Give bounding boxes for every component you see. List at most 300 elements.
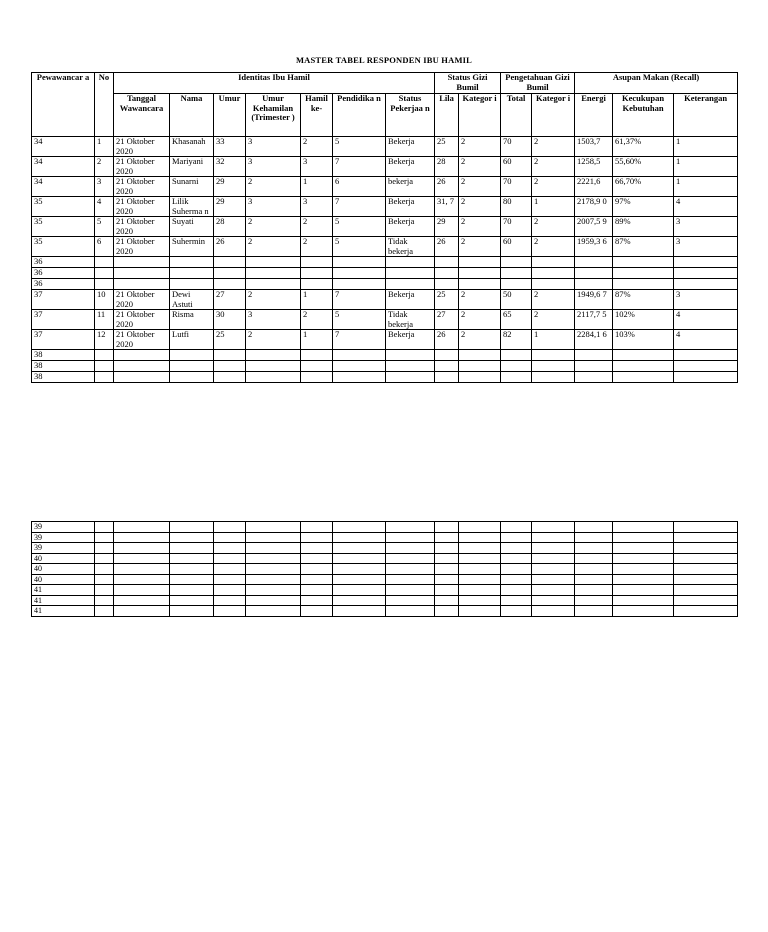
table-cell: 5 bbox=[333, 137, 386, 157]
table-cell: Bekerja bbox=[386, 137, 435, 157]
table-cell bbox=[613, 268, 674, 279]
table-cell: Suyati bbox=[170, 217, 214, 237]
table-cell bbox=[301, 268, 333, 279]
table-cell bbox=[532, 532, 575, 543]
header-status-gizi: Status Gizi Bumil bbox=[435, 73, 501, 94]
table-cell bbox=[301, 543, 333, 554]
table-cell bbox=[114, 532, 170, 543]
table-cell bbox=[170, 595, 214, 606]
table-cell bbox=[459, 532, 501, 543]
table-cell: 26 bbox=[435, 330, 459, 350]
table-cell: Risma bbox=[170, 310, 214, 330]
table-cell bbox=[301, 553, 333, 564]
table-cell bbox=[114, 372, 170, 383]
table-cell bbox=[333, 350, 386, 361]
table-cell bbox=[532, 543, 575, 554]
table-cell: 2 bbox=[459, 137, 501, 157]
table-row bbox=[32, 543, 738, 554]
table-cell bbox=[214, 279, 246, 290]
table-cell bbox=[613, 372, 674, 383]
table-row bbox=[32, 564, 738, 575]
table-cell bbox=[246, 553, 301, 564]
table-cell: 25 bbox=[435, 137, 459, 157]
table-row bbox=[32, 257, 738, 268]
sub-header-cell: Kategor i bbox=[532, 94, 575, 137]
table-cell bbox=[435, 361, 459, 372]
table-cell: 1 bbox=[674, 177, 738, 197]
table-cell bbox=[114, 585, 170, 596]
table-cell bbox=[301, 585, 333, 596]
table-cell: 38 bbox=[32, 361, 95, 372]
table-cell bbox=[459, 543, 501, 554]
table-cell: 2178,9 0 bbox=[575, 197, 613, 217]
table-cell: 87% bbox=[613, 290, 674, 310]
table-cell bbox=[333, 372, 386, 383]
table-cell bbox=[95, 361, 114, 372]
table-cell bbox=[435, 532, 459, 543]
table-cell: 60 bbox=[501, 237, 532, 257]
table-cell bbox=[532, 279, 575, 290]
table-cell: 2 bbox=[246, 290, 301, 310]
table-cell bbox=[575, 350, 613, 361]
table-cell: 7 bbox=[333, 330, 386, 350]
table-cell bbox=[435, 372, 459, 383]
table-cell bbox=[333, 574, 386, 585]
table-cell: 21 Oktober 2020 bbox=[114, 177, 170, 197]
table-cell bbox=[95, 279, 114, 290]
table-row bbox=[32, 532, 738, 543]
sub-header-cell: Nama bbox=[170, 94, 214, 137]
table-cell: 2 bbox=[532, 290, 575, 310]
table-cell bbox=[613, 543, 674, 554]
table-cell: 2 bbox=[459, 290, 501, 310]
table-cell: 103% bbox=[613, 330, 674, 350]
table-cell: 2221,6 bbox=[575, 177, 613, 197]
table-cell bbox=[95, 372, 114, 383]
table-cell: 2284,1 6 bbox=[575, 330, 613, 350]
table-row bbox=[32, 522, 738, 533]
table-cell bbox=[674, 522, 738, 533]
table-cell: Dewi Astuti bbox=[170, 290, 214, 310]
table-cell bbox=[386, 574, 435, 585]
table-cell: 26 bbox=[435, 237, 459, 257]
table-cell bbox=[386, 268, 435, 279]
table-cell: 5 bbox=[95, 217, 114, 237]
continuation-body bbox=[32, 522, 738, 617]
table-cell: 6 bbox=[333, 177, 386, 197]
table-cell: 38 bbox=[32, 350, 95, 361]
table-cell: 3 bbox=[246, 157, 301, 177]
sub-header-cell: Keterangan bbox=[674, 94, 738, 137]
table-cell bbox=[214, 574, 246, 585]
table-cell: 7 bbox=[333, 197, 386, 217]
table-cell bbox=[95, 257, 114, 268]
table-cell bbox=[333, 279, 386, 290]
table-cell: 21 Oktober 2020 bbox=[114, 217, 170, 237]
table-cell bbox=[301, 564, 333, 575]
table-cell bbox=[575, 361, 613, 372]
table-cell: 21 Oktober 2020 bbox=[114, 137, 170, 157]
table-cell bbox=[613, 361, 674, 372]
table-cell bbox=[613, 606, 674, 617]
table-cell bbox=[301, 257, 333, 268]
table-cell: 38 bbox=[32, 372, 95, 383]
table-cell bbox=[386, 522, 435, 533]
table-cell: 31, 7 bbox=[435, 197, 459, 217]
table-cell bbox=[613, 595, 674, 606]
table-cell bbox=[501, 522, 532, 533]
table-cell bbox=[435, 522, 459, 533]
table-cell bbox=[532, 257, 575, 268]
table-cell bbox=[674, 574, 738, 585]
table-cell: 28 bbox=[435, 157, 459, 177]
table-cell: 2 bbox=[459, 330, 501, 350]
table-row bbox=[32, 217, 738, 237]
table-cell: 2 bbox=[246, 237, 301, 257]
table-cell: 2 bbox=[532, 177, 575, 197]
table-cell bbox=[532, 564, 575, 575]
table-row bbox=[32, 137, 738, 157]
continuation-table bbox=[31, 521, 738, 617]
table-cell bbox=[575, 606, 613, 617]
table-cell: 97% bbox=[613, 197, 674, 217]
table-cell bbox=[501, 595, 532, 606]
table-cell bbox=[114, 553, 170, 564]
table-cell bbox=[532, 350, 575, 361]
table-row bbox=[32, 585, 738, 596]
table-cell: 35 bbox=[32, 197, 95, 217]
table-cell bbox=[435, 350, 459, 361]
table-cell: 2 bbox=[246, 217, 301, 237]
table-cell bbox=[575, 564, 613, 575]
header-no: No bbox=[95, 73, 114, 137]
sub-header-cell: Umur bbox=[214, 94, 246, 137]
table-cell: 29 bbox=[214, 177, 246, 197]
table-cell: 65 bbox=[501, 310, 532, 330]
table-cell bbox=[95, 595, 114, 606]
table-cell: Tidak bekerja bbox=[386, 310, 435, 330]
table-title: MASTER TABEL RESPONDEN IBU HAMIL bbox=[295, 55, 473, 65]
table-cell bbox=[674, 585, 738, 596]
table-cell bbox=[214, 361, 246, 372]
table-cell: 41 bbox=[32, 595, 95, 606]
table-cell bbox=[575, 279, 613, 290]
table-cell: Mariyani bbox=[170, 157, 214, 177]
table-cell bbox=[214, 522, 246, 533]
table-cell bbox=[214, 553, 246, 564]
table-cell: 2 bbox=[532, 310, 575, 330]
table-cell bbox=[114, 574, 170, 585]
header-identitas: Identitas Ibu Hamil bbox=[114, 73, 435, 94]
table-row bbox=[32, 606, 738, 617]
table-cell bbox=[214, 595, 246, 606]
table-cell bbox=[333, 361, 386, 372]
table-cell bbox=[246, 361, 301, 372]
table-cell bbox=[301, 279, 333, 290]
table-cell: 3 bbox=[301, 157, 333, 177]
table-cell: 3 bbox=[674, 290, 738, 310]
table-cell: 1 bbox=[674, 157, 738, 177]
table-cell bbox=[575, 372, 613, 383]
table-cell: 2007,5 9 bbox=[575, 217, 613, 237]
table-cell bbox=[674, 268, 738, 279]
table-cell: 2 bbox=[246, 177, 301, 197]
table-cell bbox=[333, 522, 386, 533]
table-cell bbox=[386, 350, 435, 361]
table-cell bbox=[459, 595, 501, 606]
table-cell bbox=[301, 372, 333, 383]
table-row bbox=[32, 372, 738, 383]
table-cell bbox=[435, 279, 459, 290]
table-cell bbox=[333, 585, 386, 596]
table-cell: 82 bbox=[501, 330, 532, 350]
table-cell: 2 bbox=[532, 137, 575, 157]
table-cell: 2117,7 5 bbox=[575, 310, 613, 330]
table-cell: 39 bbox=[32, 532, 95, 543]
sub-header-cell: Hamil ke- bbox=[301, 94, 333, 137]
table-cell: 2 bbox=[459, 237, 501, 257]
table-cell: Bekerja bbox=[386, 197, 435, 217]
table-cell bbox=[246, 279, 301, 290]
table-cell bbox=[674, 553, 738, 564]
table-cell bbox=[95, 585, 114, 596]
table-cell: 89% bbox=[613, 217, 674, 237]
table-cell bbox=[435, 564, 459, 575]
table-cell bbox=[114, 257, 170, 268]
table-cell: Bekerja bbox=[386, 217, 435, 237]
table-cell bbox=[674, 564, 738, 575]
table-cell bbox=[501, 257, 532, 268]
table-cell: 26 bbox=[214, 237, 246, 257]
table-cell: 6 bbox=[95, 237, 114, 257]
table-cell bbox=[95, 522, 114, 533]
table-cell: 39 bbox=[32, 522, 95, 533]
table-cell: 32 bbox=[214, 157, 246, 177]
table-cell bbox=[613, 257, 674, 268]
table-cell: 35 bbox=[32, 237, 95, 257]
table-cell bbox=[386, 543, 435, 554]
table-row bbox=[32, 197, 738, 217]
table-cell bbox=[459, 279, 501, 290]
table-cell: 4 bbox=[95, 197, 114, 217]
sub-header-cell: Tanggal Wawancara bbox=[114, 94, 170, 137]
table-cell: 5 bbox=[333, 310, 386, 330]
table-cell bbox=[386, 606, 435, 617]
table-cell: Bekerja bbox=[386, 330, 435, 350]
table-cell: 70 bbox=[501, 137, 532, 157]
table-cell bbox=[386, 585, 435, 596]
table-cell: 21 Oktober 2020 bbox=[114, 290, 170, 310]
table-cell: 1 bbox=[674, 137, 738, 157]
table-cell: 40 bbox=[32, 553, 95, 564]
table-cell bbox=[575, 595, 613, 606]
table-cell: 70 bbox=[501, 177, 532, 197]
table-cell: 4 bbox=[674, 197, 738, 217]
table-cell bbox=[214, 268, 246, 279]
table-cell: 1 bbox=[301, 177, 333, 197]
table-cell: 3 bbox=[301, 197, 333, 217]
table-cell: Lutfi bbox=[170, 330, 214, 350]
table-cell bbox=[95, 553, 114, 564]
table-cell: 2 bbox=[246, 330, 301, 350]
table-cell: Sunarni bbox=[170, 177, 214, 197]
table-cell bbox=[459, 372, 501, 383]
table-cell bbox=[501, 606, 532, 617]
table-cell: 1959,3 6 bbox=[575, 237, 613, 257]
table-cell: 2 bbox=[532, 157, 575, 177]
table-cell bbox=[674, 279, 738, 290]
table-cell bbox=[575, 522, 613, 533]
table-cell bbox=[386, 532, 435, 543]
table-cell: 55,60% bbox=[613, 157, 674, 177]
table-cell: Khasanah bbox=[170, 137, 214, 157]
table-cell bbox=[214, 350, 246, 361]
table-cell bbox=[459, 606, 501, 617]
table-cell bbox=[435, 585, 459, 596]
table-cell: 33 bbox=[214, 137, 246, 157]
table-cell bbox=[214, 564, 246, 575]
table-cell bbox=[501, 585, 532, 596]
table-cell: 41 bbox=[32, 585, 95, 596]
table-cell: 3 bbox=[246, 137, 301, 157]
table-cell: 40 bbox=[32, 564, 95, 575]
table-cell bbox=[114, 595, 170, 606]
table-cell bbox=[459, 361, 501, 372]
table-cell bbox=[501, 543, 532, 554]
table-cell: 87% bbox=[613, 237, 674, 257]
table-cell: Bekerja bbox=[386, 290, 435, 310]
table-cell bbox=[613, 532, 674, 543]
table-cell: 10 bbox=[95, 290, 114, 310]
table-row bbox=[32, 237, 738, 257]
table-cell bbox=[435, 606, 459, 617]
table-row bbox=[32, 177, 738, 197]
table-row bbox=[32, 310, 738, 330]
table-cell: 1 bbox=[301, 330, 333, 350]
table-cell bbox=[501, 350, 532, 361]
table-cell: Lilik Suherma n bbox=[170, 197, 214, 217]
table-cell: 41 bbox=[32, 606, 95, 617]
table-cell bbox=[333, 553, 386, 564]
header-pengetahuan: Pengetahuan Gizi Bumil bbox=[501, 73, 575, 94]
table-cell: Bekerja bbox=[386, 157, 435, 177]
table-cell: 21 Oktober 2020 bbox=[114, 197, 170, 217]
table-cell bbox=[386, 257, 435, 268]
table-cell bbox=[532, 606, 575, 617]
table-cell bbox=[214, 585, 246, 596]
table-cell: 11 bbox=[95, 310, 114, 330]
table-cell: 3 bbox=[246, 310, 301, 330]
table-cell bbox=[386, 595, 435, 606]
table-cell bbox=[114, 543, 170, 554]
table-cell bbox=[301, 595, 333, 606]
table-cell bbox=[435, 574, 459, 585]
table-cell bbox=[246, 543, 301, 554]
table-cell: 2 bbox=[532, 217, 575, 237]
table-cell: 3 bbox=[674, 237, 738, 257]
table-cell: 34 bbox=[32, 177, 95, 197]
table-cell: 3 bbox=[95, 177, 114, 197]
table-cell bbox=[501, 553, 532, 564]
table-cell: 7 bbox=[333, 290, 386, 310]
table-cell: 25 bbox=[214, 330, 246, 350]
table-cell bbox=[95, 543, 114, 554]
table-cell bbox=[333, 532, 386, 543]
table-cell bbox=[246, 564, 301, 575]
table-cell: 5 bbox=[333, 237, 386, 257]
table-cell: 7 bbox=[333, 157, 386, 177]
table-cell: 2 bbox=[459, 197, 501, 217]
table-cell bbox=[613, 553, 674, 564]
table-cell bbox=[532, 595, 575, 606]
table-cell bbox=[114, 522, 170, 533]
table-cell bbox=[301, 361, 333, 372]
table-cell bbox=[333, 268, 386, 279]
table-cell: bekerja bbox=[386, 177, 435, 197]
sub-header-cell: Energi bbox=[575, 94, 613, 137]
table-cell: 2 bbox=[95, 157, 114, 177]
table-cell bbox=[170, 279, 214, 290]
table-cell bbox=[246, 606, 301, 617]
table-cell: 1 bbox=[95, 137, 114, 157]
table-row bbox=[32, 361, 738, 372]
table-cell bbox=[214, 532, 246, 543]
table-cell bbox=[435, 595, 459, 606]
table-cell: 27 bbox=[214, 290, 246, 310]
table-cell bbox=[459, 574, 501, 585]
table-cell bbox=[95, 268, 114, 279]
header-row-groups bbox=[32, 73, 738, 94]
table-cell bbox=[246, 595, 301, 606]
table-cell: 39 bbox=[32, 543, 95, 554]
table-cell: 1 bbox=[532, 197, 575, 217]
table-cell bbox=[114, 350, 170, 361]
table-cell bbox=[170, 553, 214, 564]
table-cell bbox=[575, 257, 613, 268]
table-cell bbox=[435, 257, 459, 268]
table-cell bbox=[170, 574, 214, 585]
table-cell bbox=[170, 522, 214, 533]
table-cell bbox=[114, 606, 170, 617]
table-cell bbox=[301, 350, 333, 361]
table-cell bbox=[613, 564, 674, 575]
table-cell bbox=[532, 361, 575, 372]
table-cell: 21 Oktober 2020 bbox=[114, 157, 170, 177]
table-cell bbox=[459, 585, 501, 596]
table-cell bbox=[301, 532, 333, 543]
table-cell bbox=[214, 257, 246, 268]
master-table bbox=[31, 72, 738, 383]
table-cell bbox=[501, 372, 532, 383]
table-cell bbox=[501, 532, 532, 543]
table-cell bbox=[386, 372, 435, 383]
table-cell: 29 bbox=[214, 197, 246, 217]
table-cell bbox=[301, 574, 333, 585]
table-cell bbox=[501, 279, 532, 290]
table-cell: 3 bbox=[246, 197, 301, 217]
table-cell: 1949,6 7 bbox=[575, 290, 613, 310]
sub-header-cell: Kategor i bbox=[459, 94, 501, 137]
sub-header-cell: Status Pekerjaa n bbox=[386, 94, 435, 137]
table-cell bbox=[613, 574, 674, 585]
table-cell: 36 bbox=[32, 279, 95, 290]
table-cell bbox=[575, 574, 613, 585]
table-cell bbox=[246, 532, 301, 543]
table-cell bbox=[170, 532, 214, 543]
header-asupan: Asupan Makan (Recall) bbox=[575, 73, 738, 94]
table-cell bbox=[333, 257, 386, 268]
table-cell bbox=[214, 543, 246, 554]
